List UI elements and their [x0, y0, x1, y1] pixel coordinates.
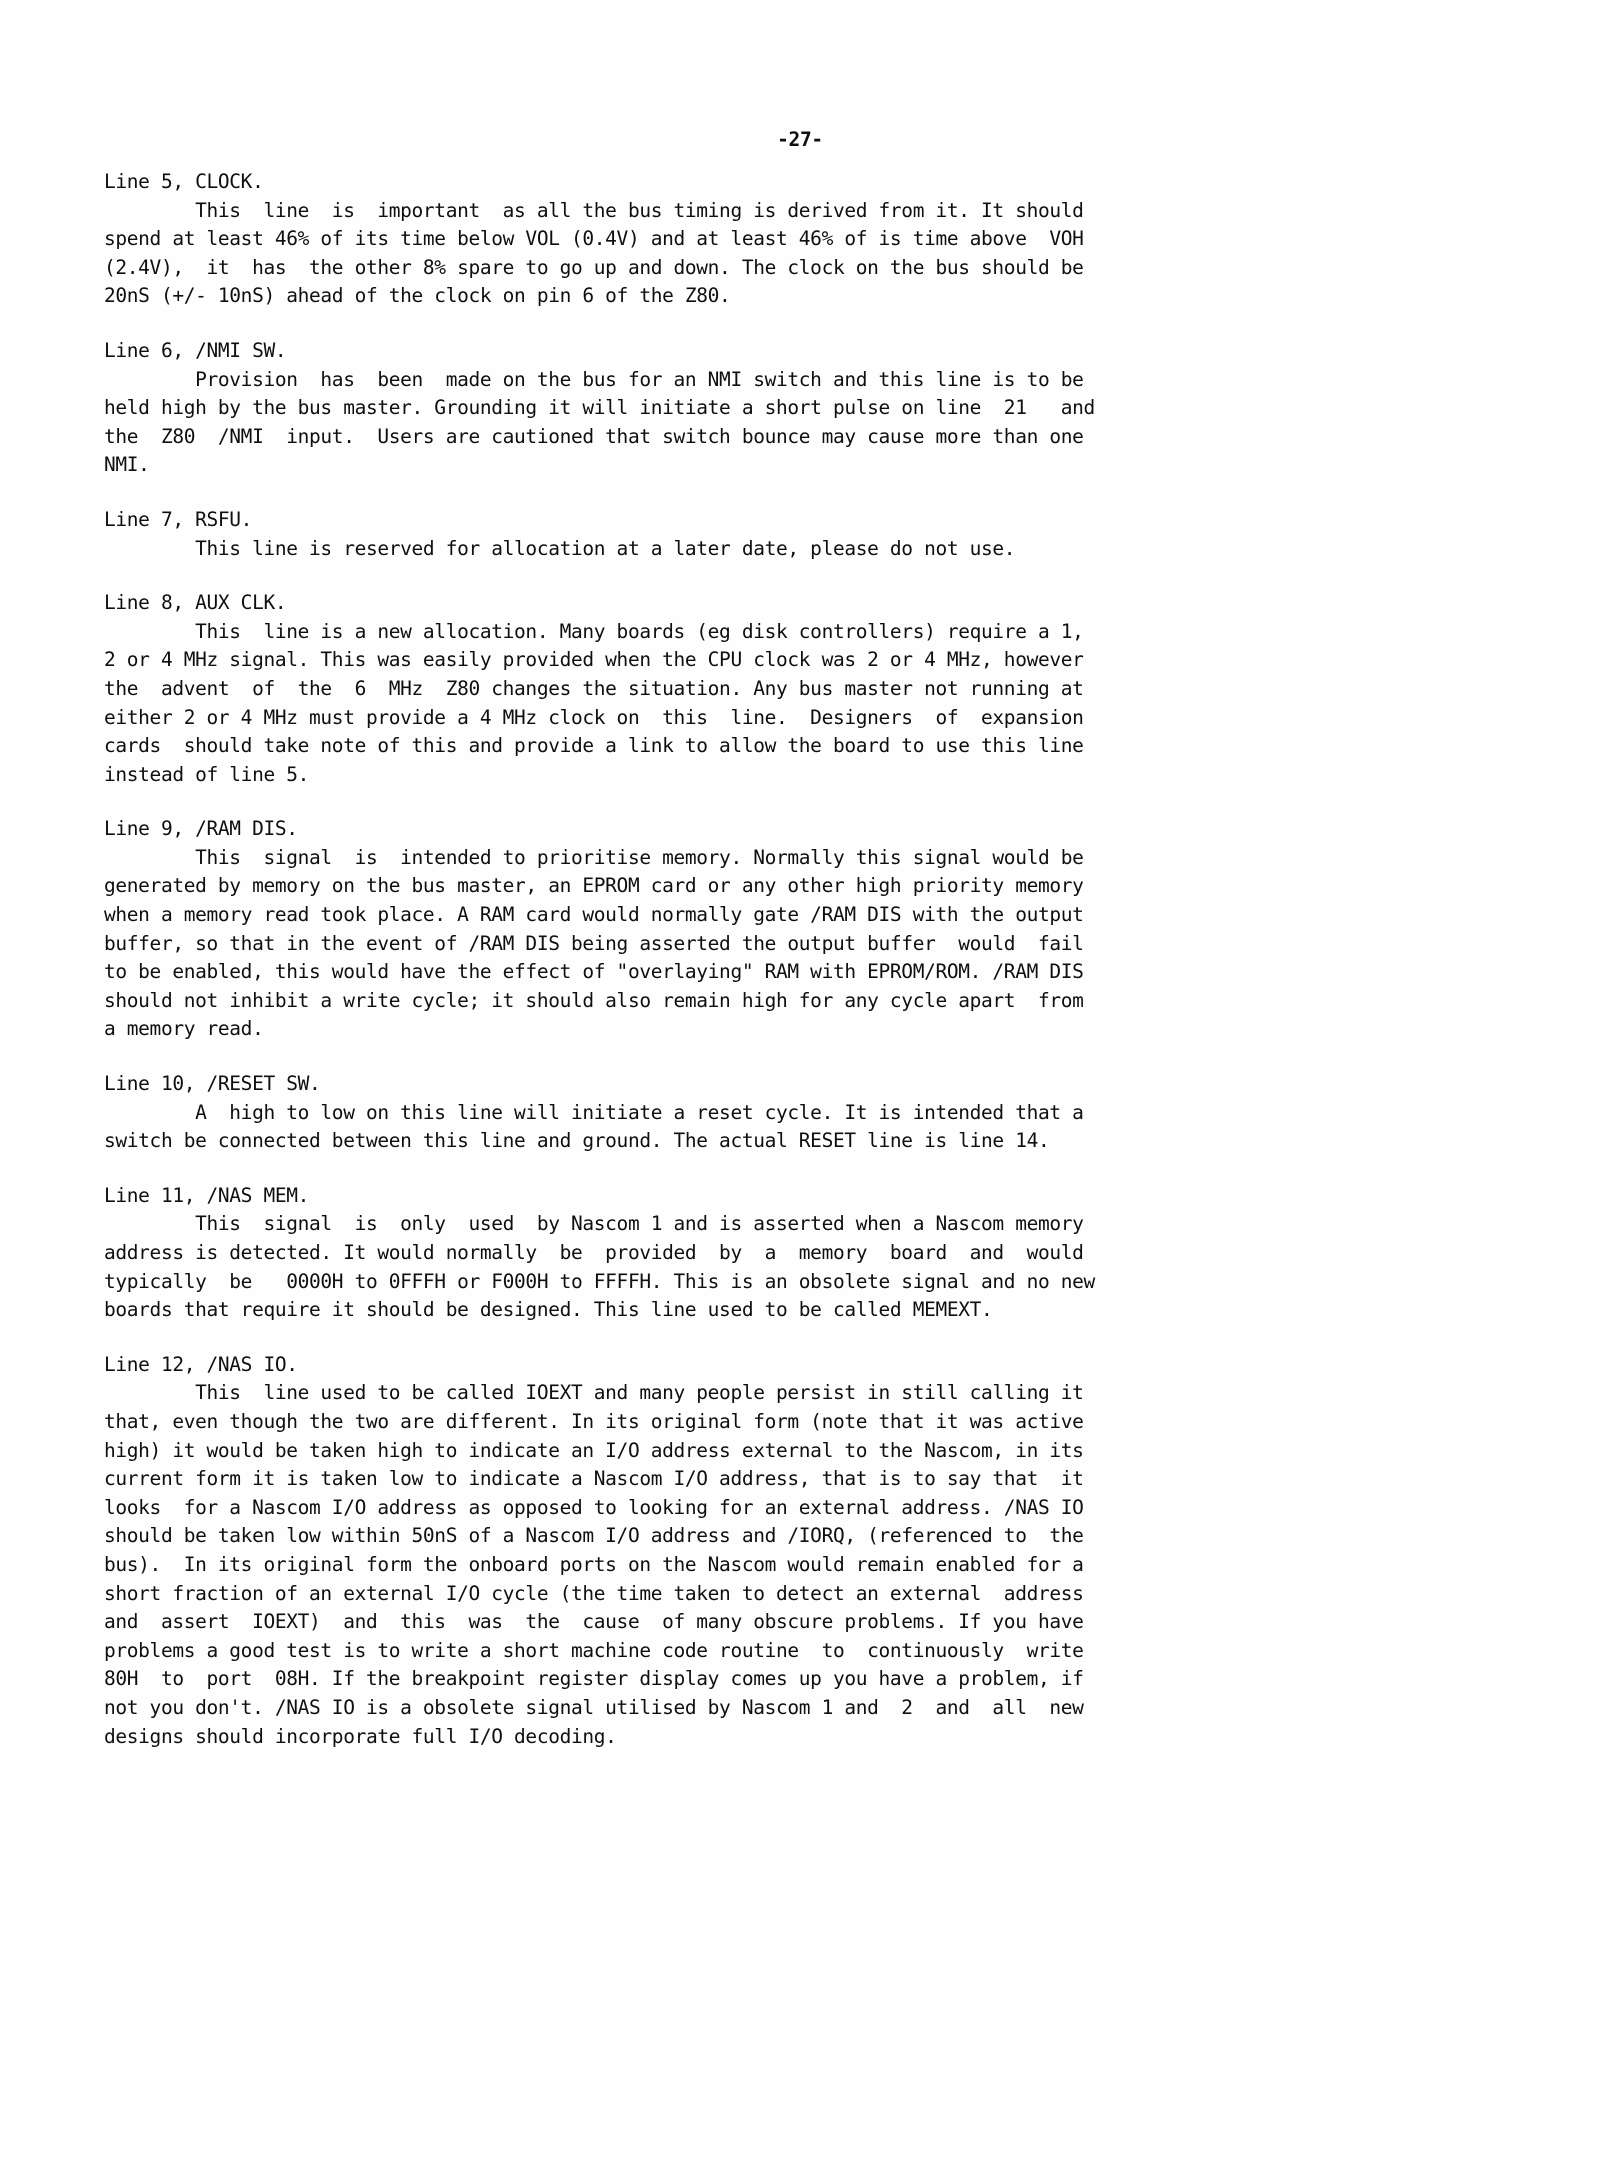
body-line: NMI. [104, 453, 150, 477]
section-heading: Line 8, AUX CLK. [104, 591, 287, 615]
body-line: instead of line 5. [104, 762, 310, 786]
body-line: buffer, so that in the event of /RAM DIS being asserted the output buffer would fail [104, 931, 1084, 955]
document-body [104, 168, 1499, 1777]
body-line: A high to low on this line will initiate a reset cycle. It is intended that a [104, 1100, 1084, 1124]
body-line: problems a good test is to write a short machine code routine to continuously write [104, 1638, 1084, 1662]
section-line-11-nas-mem [104, 1182, 1499, 1325]
body-line: This line used to be called IOEXT and many people persist in still calling it [104, 1381, 1084, 1405]
section-line-7-rsfu [104, 506, 1499, 563]
body-line: should not inhibit a write cycle; it should also remain high for any cycle apart from [104, 988, 1084, 1012]
body-line: looks for a Nascom I/O address as opposed to looking for an external address. /NAS IO [104, 1495, 1084, 1519]
body-line: short fraction of an external I/O cycle (the time taken to detect an external address [104, 1581, 1084, 1605]
body-line: should be taken low within 50nS of a Nascom I/O address and /IORQ, (referenced to the [104, 1524, 1084, 1548]
section-line-5-clock [104, 168, 1499, 311]
body-line: This line is reserved for allocation at a later date, please do not use. [104, 536, 1016, 560]
body-line: not you don't. /NAS IO is a obsolete signal utilised by Nascom 1 and 2 and all new [104, 1695, 1084, 1719]
section-line-9-ram-dis [104, 815, 1499, 1044]
body-line: high) it would be taken high to indicate an I/O address external to the Nascom, in its [104, 1438, 1084, 1462]
body-line: address is detected. It would normally be provided by a memory board and would [104, 1241, 1084, 1264]
body-line: designs should incorporate full I/O decoding. [104, 1724, 617, 1748]
body-line: to be enabled, this would have the effect of "overlaying" RAM with EPROM/ROM. /RAM DIS [104, 960, 1084, 984]
body-line: cards should take note of this and provide a link to allow the board to use this line [104, 734, 1084, 758]
body-line: 80H to port 08H. If the breakpoint register display comes up you have a problem, if [104, 1667, 1084, 1691]
body-line: This line is a new allocation. Many boards (eg disk controllers) require a 1, [104, 619, 1084, 643]
body-line: This signal is only used by Nascom 1 and is asserted when a Nascom memory [104, 1212, 1084, 1236]
body-line: 2 or 4 MHz signal. This was easily provided when the CPU clock was 2 or 4 MHz, however [104, 648, 1084, 672]
section-line-10-reset-sw [104, 1070, 1499, 1156]
body-line: This signal is intended to prioritise memory. Normally this signal would be [104, 845, 1084, 869]
body-line: current form it is taken low to indicate a Nascom I/O address, that is to say that it [104, 1467, 1084, 1491]
body-line: typically be 0000H to 0FFFH or F000H to FFFFH. This is an obsolete signal and no new [104, 1269, 1095, 1293]
body-line: either 2 or 4 MHz must provide a 4 MHz clock on this line. Designers of expansion [104, 705, 1084, 729]
body-line: 20nS (+/- 10nS) ahead of the clock on pin 6 of the Z80. [104, 284, 731, 308]
body-line: held high by the bus master. Grounding it will initiate a short pulse on line 21 and [104, 396, 1095, 420]
body-line: boards that require it should be designed. This line used to be called MEMEXT. [104, 1298, 993, 1322]
body-line: the advent of the 6 MHz Z80 changes the situation. Any bus master not running at [104, 676, 1084, 700]
section-heading: Line 5, CLOCK. [104, 170, 264, 193]
section-heading: Line 9, /RAM DIS. [104, 817, 298, 841]
body-line: bus). In its original form the onboard ports on the Nascom would remain enabled for a [104, 1552, 1084, 1576]
section-line-12-nas-io [104, 1351, 1499, 1751]
body-line: switch be connected between this line and ground. The actual RESET line is line 14. [104, 1129, 1050, 1153]
body-line: a memory read. [104, 1017, 264, 1041]
body-line: This line is important as all the bus timing is derived from it. It should [104, 198, 1084, 222]
section-heading: Line 6, /NMI SW. [104, 338, 287, 362]
page-number: -27- [777, 128, 823, 151]
body-line: when a memory read took place. A RAM card would normally gate /RAM DIS with the output [104, 903, 1084, 927]
body-line: that, even though the two are different. In its original form (note that it was active [104, 1409, 1084, 1433]
section-heading: Line 11, /NAS MEM. [104, 1183, 310, 1207]
section-line-8-aux-clk [104, 589, 1499, 789]
section-line-6-nmi-sw [104, 337, 1499, 480]
body-line: (2.4V), it has the other 8% spare to go up and down. The clock on the bus should be [104, 255, 1084, 279]
section-heading: Line 10, /RESET SW. [104, 1072, 321, 1096]
section-heading: Line 7, RSFU. [104, 507, 253, 531]
body-line: Provision has been made on the bus for an NMI switch and this line is to be [104, 367, 1084, 391]
body-line: the Z80 /NMI input. Users are cautioned that switch bounce may cause more than one [104, 424, 1084, 448]
body-line: and assert IOEXT) and this was the cause of many obscure problems. If you have [104, 1610, 1084, 1634]
body-line: generated by memory on the bus master, an EPROM card or any other high priority memory [104, 874, 1084, 898]
section-heading: Line 12, /NAS IO. [104, 1352, 298, 1376]
body-line: spend at least 46% of its time below VOL (0.4V) and at least 46% of is time above VOH [104, 227, 1084, 251]
